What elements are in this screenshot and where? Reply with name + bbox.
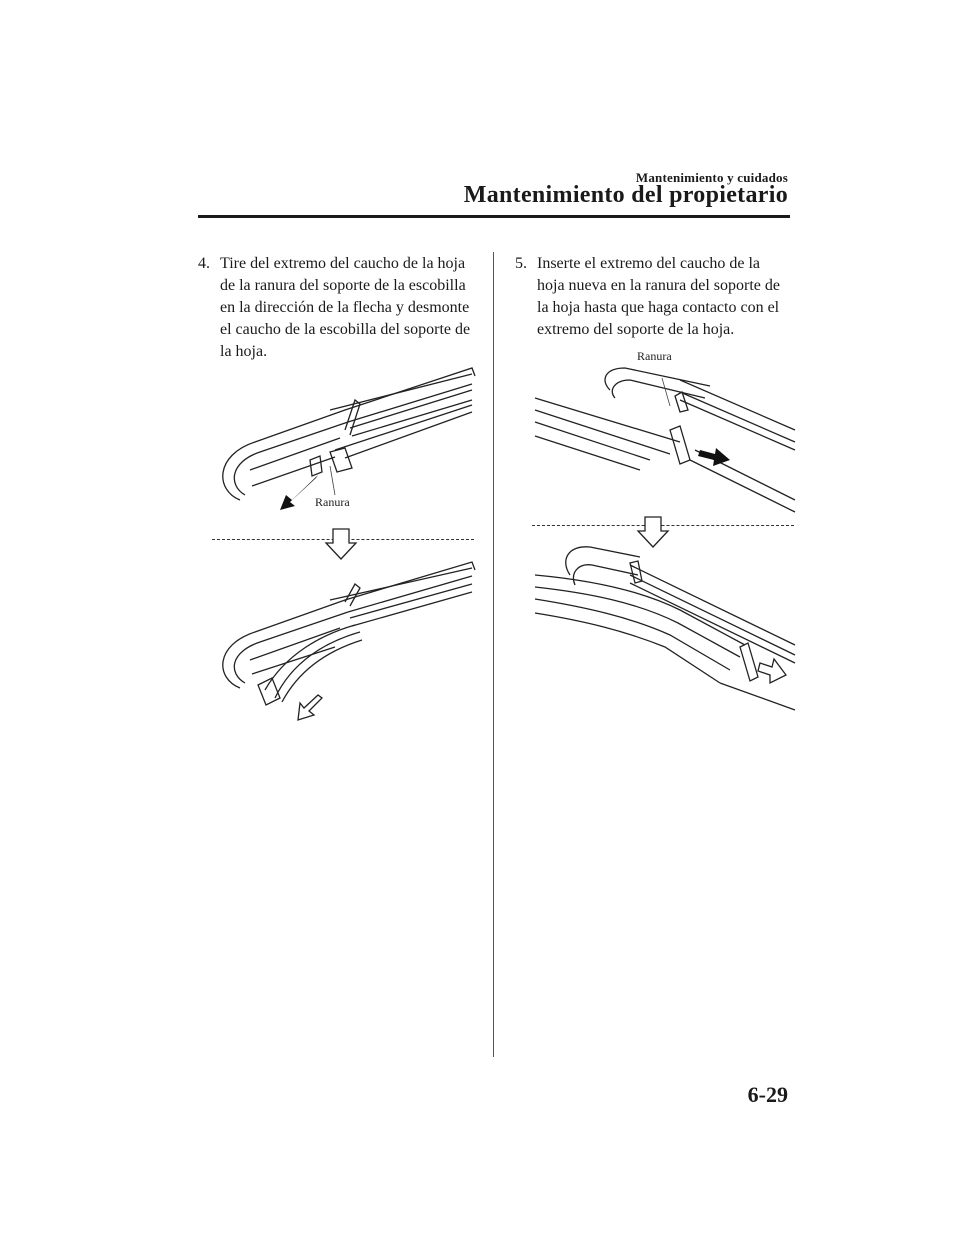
groove-label-step4: Ranura — [315, 495, 350, 509]
wiper-removal-illustration-top — [210, 360, 480, 515]
wiper-insertion-illustration-bottom — [530, 535, 800, 715]
wiper-removal-illustration-bottom — [210, 560, 480, 725]
column-divider — [493, 252, 494, 1057]
wiper-insertion-illustration-top — [530, 350, 800, 515]
step-4-number: 4. — [198, 255, 210, 272]
down-arrow-icon — [324, 527, 358, 561]
step-4-text: Tire del extremo del caucho de la hoja de la ranura del soporte de la escobilla en la dirección de la flecha y desmonte el caucho de la escobilla del soporte de la hoja. — [220, 255, 471, 360]
page-title: Mantenimiento del propietario — [463, 182, 788, 208]
page-number: 6-29 — [747, 1082, 788, 1107]
step-5-number: 5. — [515, 255, 527, 272]
header-rule — [198, 215, 790, 218]
step-5-text: Inserte el extremo del caucho de la hoja nueva en la ranura del soporte de la hoja hasta que haga contacto con el extremo del soporte de la hoja. — [537, 255, 781, 338]
section-header: Mantenimiento y cuidados — [635, 170, 788, 185]
groove-label-step5: Ranura — [637, 349, 672, 363]
